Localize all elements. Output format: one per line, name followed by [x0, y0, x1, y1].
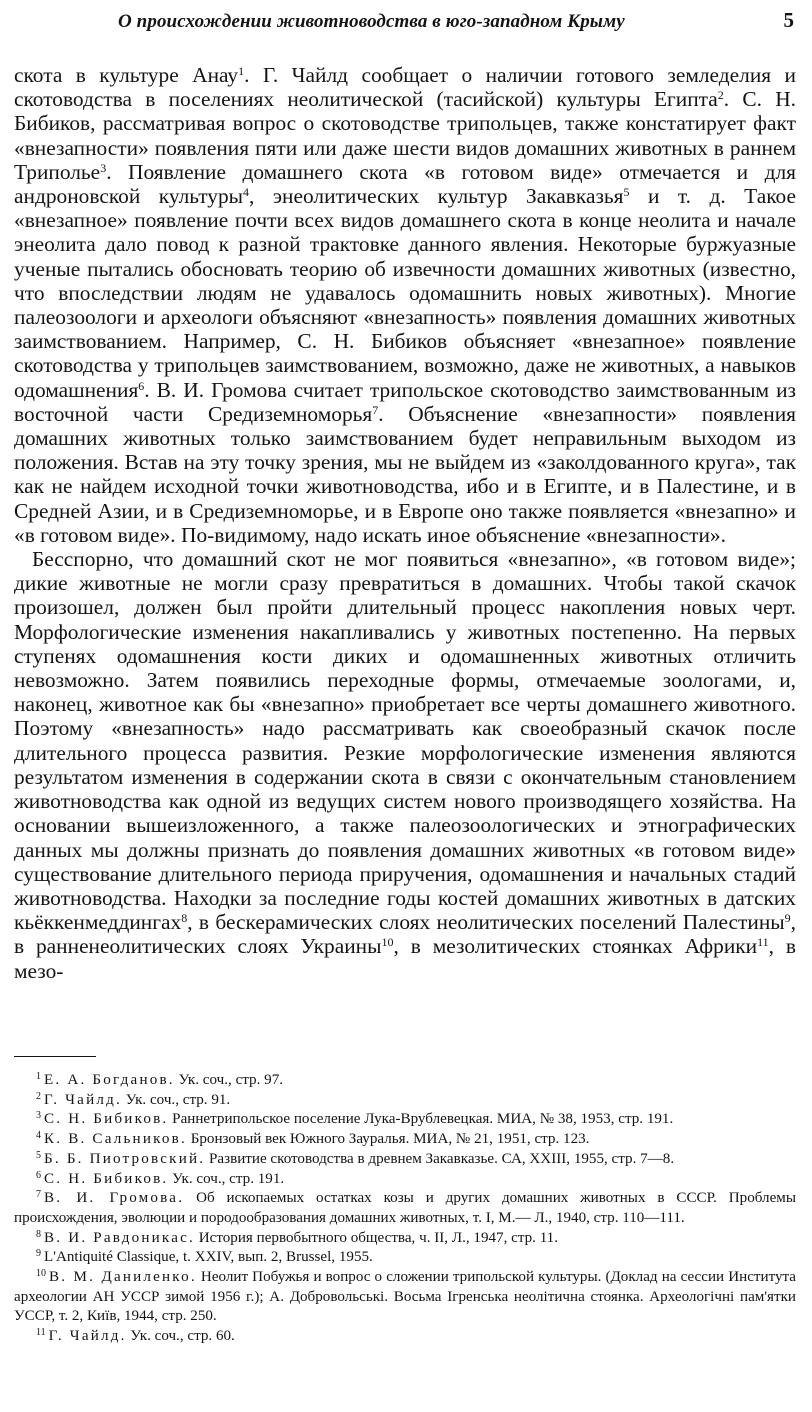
- footnote-number: 9: [36, 1248, 41, 1260]
- footnote-author: Г. Чайлд.: [44, 1091, 122, 1108]
- footnote-reference: 1: [238, 64, 245, 78]
- footnote: [14, 1130, 796, 1150]
- footnote-text: Ук. соч., стр. 97.: [178, 1072, 284, 1088]
- footnote-reference: 9: [784, 911, 791, 926]
- footnote-text: Неолит Побужья и вопрос о сложении трипольской культуры. (Доклад на сессии Института археологии АН УССР зимой 1956 г.); А. Добровольські. Восьма Ігренська неолітична стоянка. Археологічні пам'ятки УССР, т. 2, Київ, 1944, стр. 250.: [14, 1269, 796, 1325]
- footnote-number: 10: [36, 1268, 46, 1280]
- footnote-number: 2: [36, 1090, 41, 1102]
- footnote-author: Б. Б. Пиотровский.: [44, 1150, 206, 1167]
- footnote-author: Г. Чайлд.: [48, 1328, 127, 1345]
- footnote-number: 3: [36, 1110, 41, 1122]
- footnote-text: Раннетрипольское поселение Лука-Врублевецкая. МИА, № 38, 1953, стр. 191.: [172, 1111, 674, 1128]
- paragraph-text: . Объяснение «внезапности» появления домашних животных только заимствованием будет неправильным выходом из положения. Встав на эту точку зрения, мы не выйдем из «заколдованного круга», так как не найдем исходной точки животноводства, ибо и в Египте, и в Палестине, и в Средней Азии, и в Средиземноморье, и в Европе оно также появляется «внезапно» и «в готовом виде». По-видимому, надо искать иное объяснение «внезапности».: [14, 401, 796, 547]
- footnote-separator: [14, 1056, 96, 1057]
- paragraph-text: . Появление домашнего скота «в готовом виде» отмечается и для андроновской культуры: [14, 159, 796, 209]
- footnotes: [14, 1071, 796, 1347]
- footnote-author: В. М. Даниленко.: [49, 1269, 197, 1286]
- footnote-text: Развитие скотоводства в древнем Закавказье. СА, XXIII, 1955, стр. 7—8.: [209, 1150, 675, 1167]
- footnote-reference: 6: [138, 378, 145, 393]
- footnote-number: 6: [36, 1169, 41, 1181]
- paragraph-text: , в мезо-: [14, 934, 796, 983]
- footnote-reference: 3: [100, 160, 107, 175]
- footnote-author: С. Н. Бибиков.: [44, 1111, 169, 1128]
- paragraph-text: , в мезолитических стоянках Африки: [393, 934, 758, 959]
- footnote-text: Ук. соч., стр. 191.: [172, 1170, 285, 1187]
- paragraph-text: . С. Н. Бибиков, рассматривая вопрос о скотоводстве трипольцев, также констатирует факт «внезапности» появления пяти или даже шести видов домашних животных в раннем Триполье: [14, 87, 796, 184]
- body-text: [14, 63, 796, 983]
- footnote: [14, 1091, 796, 1111]
- footnote-number: 8: [36, 1228, 41, 1240]
- footnote-reference: 5: [623, 185, 630, 200]
- page-number: 5: [783, 8, 794, 32]
- paragraph-text: , энеолитических культур Закавказья: [249, 184, 624, 209]
- footnote-text: История первобытного общества, ч. II, Л., 1947, стр. 11.: [198, 1229, 559, 1246]
- footnote-number: 4: [36, 1130, 41, 1142]
- footnote: [14, 1110, 796, 1130]
- footnote: [14, 1189, 796, 1228]
- running-head: [118, 8, 798, 36]
- paragraph-text: , в бескерамических слоях неолитических поселений Палестины: [187, 910, 785, 935]
- footnote: [14, 1229, 796, 1249]
- footnote-reference: 4: [243, 185, 250, 200]
- footnote-reference: 10: [381, 935, 394, 950]
- footnote-reference: 11: [757, 935, 769, 950]
- footnote: [14, 1150, 796, 1170]
- footnote-number: 7: [36, 1189, 41, 1201]
- footnote-number: 5: [36, 1149, 41, 1161]
- paragraph: [14, 547, 796, 983]
- footnote-text: Ук. соч., стр. 60.: [130, 1328, 235, 1345]
- footnote-reference: 7: [372, 402, 379, 417]
- footnote: [14, 1071, 796, 1091]
- footnote-text: Бронзовый век Южного Зауралья. МИА, № 21, 1951, стр. 123.: [190, 1131, 590, 1148]
- paragraph-text: Бесспорно, что домашний скот не мог появиться «внезапно», «в готовом виде»; дикие животные не могли сразу превратиться в домашних. Чтобы такой скачок произошел, должен был пройти длительный процесс накопления новых черт. Морфологические изменения накапливались у животных постепенно. На первых ступенях одомашнения кости диких и одомашненных животных отличить невозможно. Затем появились переходные формы, отмечаемые зоологами, и, наконец, животное как бы «внезапно» приобретает все черты домашнего животного. Поэтому «внезапность» надо рассматривать как своеобразный скачок после длительного процесса развития. Резкие морфологические изменения являются результатом изменения в содержании скота в связи с окончательным становлением животноводства как одной из ведущих систем нового производящего хозяйства. На основании вышеизложенного, а также палеозоологических и этнографических данных мы должны признать до появления домашних животных «в готовом виде» существование длительного периода приручения, одомашнения и начальных стадий животноводства. Находки за последние годы костей домашних животных в датских кьёккенмеддингах: [14, 547, 796, 935]
- paragraph-text: . В. И. Громова считает трипольское скотоводство заимствованным из восточной части Средиземноморья: [14, 377, 796, 426]
- footnote-text: L'Antiquité Classique, t. XXIV, вып. 2, Brussel, 1955.: [44, 1249, 373, 1266]
- running-title: О происхождении животноводства в юго-западном Крыму: [118, 11, 625, 32]
- footnote-number: 1: [36, 1071, 41, 1082]
- footnote: [14, 1248, 796, 1268]
- footnote: [14, 1268, 796, 1327]
- paragraph-text: скота в культуре Анау: [14, 63, 239, 87]
- paragraph: [14, 63, 796, 547]
- footnote-author: В. И. Громова.: [44, 1190, 185, 1207]
- footnote: [14, 1327, 796, 1347]
- paragraph-text: , в ранненеолитических слоях Украины: [14, 910, 796, 959]
- footnote-author: С. Н. Бибиков.: [44, 1170, 169, 1187]
- footnote-text: Ук. соч., стр. 91.: [125, 1091, 231, 1108]
- footnote-author: Е. А. Богданов.: [44, 1072, 175, 1088]
- footnote: [14, 1170, 796, 1190]
- paragraph-text: и т. д. Такое «внезапное» появление почти всех видов домашнего скота в конце неолита и начале энеолита дало повод к разной трактовке данного явления. Некоторые буржуазные ученые пытались обосновать теорию об извечности домашних животных (известно, что впоследствии людям не удавалось одомашнить новых животных). Многие палеозоологи и археологи объясняют «внезапность» появления домашних животных заимствованием. Например, С. Н. Бибиков объясняет «внезапное» появление скотоводства у трипольцев заимствованием, возможно, даже не животных, а навыков одомашнения: [14, 184, 796, 402]
- paragraph-text: . Г. Чайлд сообщает о наличии готового земледелия и скотоводства в поселениях неолитической (тасийской) культуры Египта: [14, 63, 796, 112]
- footnote-text: Об ископаемых остатках козы и других домашних животных в СССР. Проблемы происхождения, эволюции и породообразования домашних животных, т. I, М.— Л., 1940, стр. 110—111.: [14, 1190, 796, 1226]
- footnote-author: В. И. Равдоникас.: [44, 1229, 195, 1246]
- footnote-number: 11: [36, 1327, 46, 1339]
- footnote-reference: 2: [717, 88, 724, 103]
- footnote-author: К. В. Сальников.: [44, 1131, 187, 1148]
- footnote-reference: 8: [181, 911, 188, 926]
